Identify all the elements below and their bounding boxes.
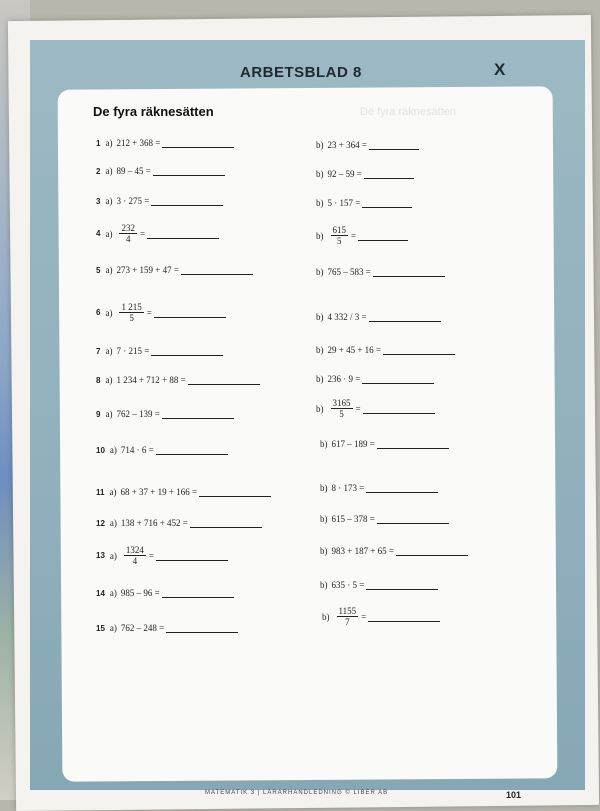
answer-line [162,138,234,148]
expression: 92 – 59 = [327,169,362,179]
task-10a [96,445,228,455]
denominator: 5 [337,236,342,246]
denominator: 7 [345,617,350,627]
answer-line [188,375,260,385]
answer-line [151,346,223,356]
label-a: a) [105,196,113,206]
task-12b [320,514,449,524]
expression: 1 234 + 712 + 88 = [116,375,186,385]
label-a: a) [109,550,117,561]
label-a: a) [105,265,113,275]
label-b: b) [320,580,328,590]
expression: 762 – 248 = [120,623,165,633]
task-13a [96,545,228,566]
label-b: b) [316,374,324,384]
answer-line [362,198,412,208]
task-5a [96,265,253,275]
answer-line [373,267,445,277]
expression: 985 – 96 = [120,588,160,598]
answer-line [181,265,253,275]
label-a: a) [105,346,113,356]
numerator: 615 [332,225,346,235]
expression: 8 · 173 = [331,483,365,493]
task-6a [96,302,226,323]
answer-line [368,612,440,622]
answer-line [366,580,438,590]
expression: 273 + 159 + 47 = [116,265,179,275]
label-a: a) [109,518,117,528]
task-4a [96,223,219,244]
answer-line [396,546,468,556]
task-11a [96,487,271,497]
task-number: 10 [96,445,105,455]
fraction [331,398,353,419]
worksheet-title: ARBETSBLAD 8 [240,64,362,81]
answer-line [151,196,223,206]
answer-line [190,518,262,528]
label-b: b) [316,230,324,241]
label-a: a) [105,228,113,239]
task-4b [316,225,408,246]
label-a: a) [109,445,117,455]
exercise-card [58,86,558,781]
task-15b [322,606,440,627]
equals: = [355,403,361,414]
expression: 68 + 37 + 19 + 166 = [120,487,198,497]
task-number: 8 [96,375,101,385]
task-number: 11 [96,487,105,497]
equals: = [148,550,154,561]
fraction [119,302,143,323]
task-2a [96,166,225,176]
answer-line [383,345,455,355]
label-a: a) [105,166,113,176]
fraction [331,225,349,246]
task-number: 5 [96,265,101,275]
label-b: b) [316,140,324,150]
answer-line [199,487,271,497]
label-a: a) [109,588,117,598]
answer-line [153,166,225,176]
task-number: 1 [96,138,101,148]
expression: 5 · 157 = [327,198,361,208]
label-b: b) [316,345,324,355]
label-b: b) [316,198,324,208]
task-number: 14 [96,588,105,598]
label-a: a) [109,487,117,497]
numerator: 1155 [338,606,357,616]
task-9a [96,409,234,419]
expression: 615 – 378 = [331,514,375,524]
expression: 714 · 6 = [120,445,154,455]
expression: 138 + 716 + 452 = [120,518,188,528]
task-3a [96,196,223,206]
task-15a [96,623,238,633]
expression: 7 · 215 = [116,346,150,356]
label-a: a) [105,409,113,419]
task-8b [316,374,434,384]
expression: 617 – 189 = [331,439,375,449]
task-number: 3 [96,196,101,206]
label-b: b) [316,403,324,414]
section-title: De fyra räknesätten [93,104,214,119]
task-number: 7 [96,346,101,356]
expression: 212 + 368 = [116,138,161,148]
numerator: 1324 [125,545,144,555]
answer-line [377,514,449,524]
task-7a [96,346,223,356]
task-7b [316,345,455,355]
task-12a [96,518,262,528]
expression: 635 · 5 = [331,580,365,590]
task-3b [316,198,412,208]
answer-line [366,483,438,493]
expression: 765 – 583 = [327,267,371,277]
answer-line [156,445,228,455]
page-number: 101 [506,790,522,800]
task-1b [316,140,419,150]
task-number: 13 [96,551,105,560]
answer-line [369,312,441,322]
label-a: a) [109,623,117,633]
denominator: 4 [125,234,131,244]
footer-credit: MATEMATIK 3 | LÄRARHANDLEDNING © LIBER AB [205,790,389,796]
close-icon: X [494,60,506,79]
equals: = [361,611,367,622]
label-a: a) [105,307,113,318]
expression: 29 + 45 + 16 = [327,345,381,355]
task-number: 2 [96,166,101,176]
answer-line [166,623,238,633]
task-number: 12 [96,518,105,528]
task-11b [320,483,438,493]
answer-line [162,409,234,419]
label-b: b) [320,483,328,493]
task-number: 6 [96,308,101,317]
expression: 23 + 364 = [327,140,367,150]
task-9b [316,398,435,419]
label-b: b) [320,514,328,524]
numerator: 3165 [332,398,351,408]
task-2b [316,169,414,179]
answer-line [369,140,419,150]
equals: = [351,230,357,241]
expression: 236 · 9 = [327,374,361,384]
expression: 89 – 45 = [116,166,151,176]
label-b: b) [316,169,324,179]
label-b: b) [322,611,330,622]
task-8a [96,375,260,385]
label-b: b) [320,439,328,449]
answer-line [362,374,434,384]
fraction [124,545,146,566]
task-14a [96,588,234,598]
label-b: b) [320,546,328,556]
task-number: 15 [96,623,105,633]
denominator: 5 [129,313,134,323]
answer-line [377,439,449,449]
numerator: 232 [121,223,135,233]
fraction [119,223,137,244]
answer-line [147,229,219,239]
label-a: a) [105,138,113,148]
task-1a [96,138,234,148]
answer-line [364,169,414,179]
task-6b [316,312,441,322]
label-b: b) [316,267,324,277]
bleed-through-text: De fyra räknesätten [360,106,456,118]
answer-line [154,308,226,318]
task-5b [316,267,445,277]
equals: = [139,228,146,239]
fraction [337,606,359,627]
numerator: 1 215 [121,302,142,312]
answer-line [358,231,408,241]
denominator: 5 [339,409,344,419]
label-a: a) [105,375,113,385]
expression: 983 + 187 + 65 = [331,546,394,556]
answer-line [156,551,228,561]
task-14b [320,580,438,590]
denominator: 4 [132,556,138,566]
answer-line [162,588,234,598]
task-13b [320,546,468,556]
task-10b [320,439,449,449]
expression: 3 · 275 = [116,196,150,206]
equals: = [146,307,152,318]
expression: 4 332 / 3 = [327,312,367,322]
label-b: b) [316,312,324,322]
expression: 762 – 139 = [116,409,160,419]
task-number: 4 [96,229,101,238]
task-number: 9 [96,409,101,419]
answer-line [363,404,435,414]
